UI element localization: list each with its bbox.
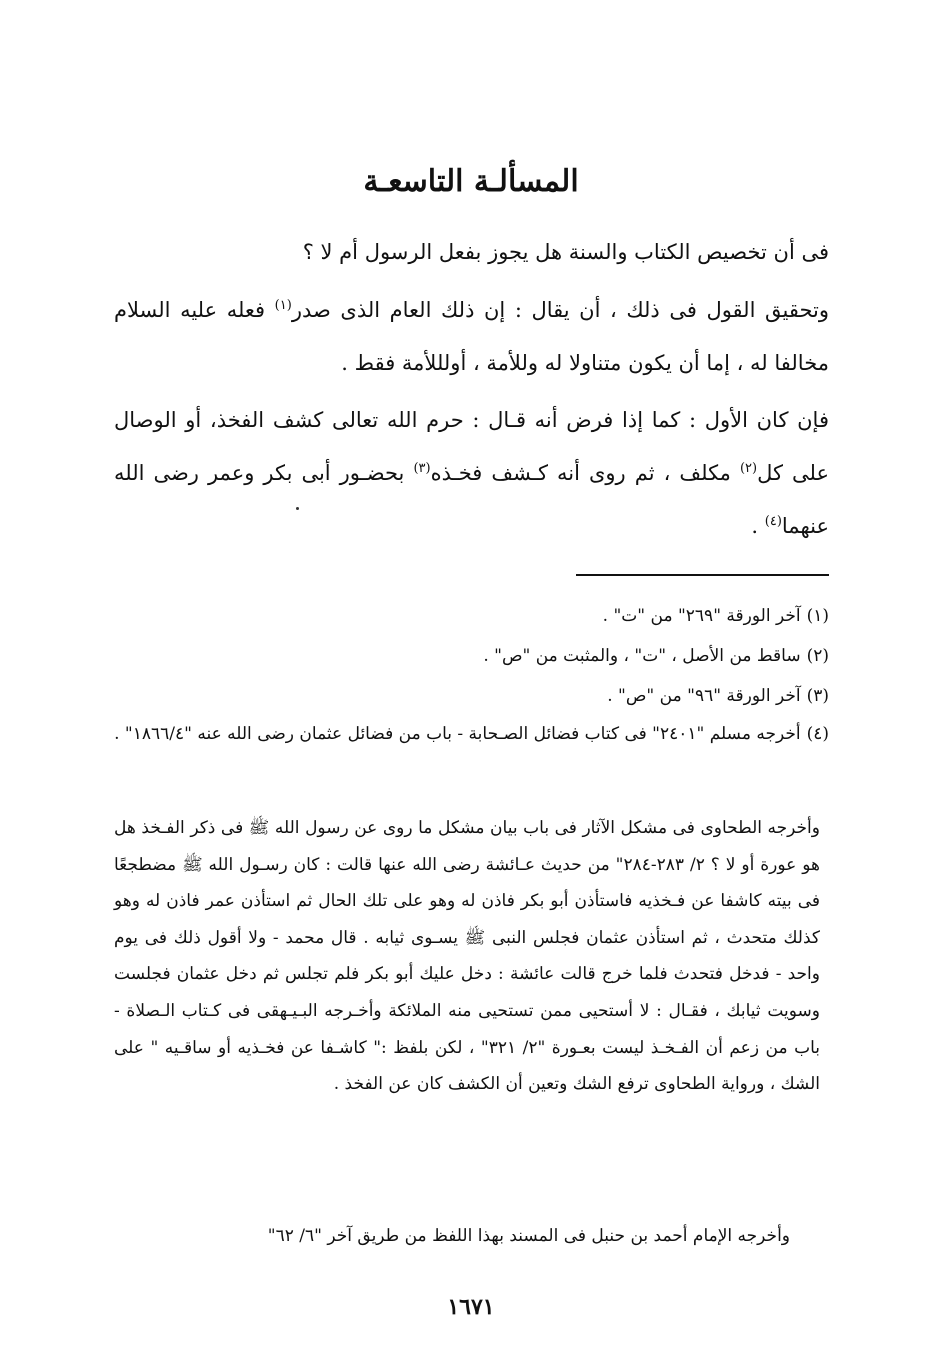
paragraph-1 [114, 284, 829, 390]
footnote-text: أخرجه مسلم "٢٤٠١" فى كتاب فضائل الصـحابة - باب من فضائل عثمان رضى الله عنه "١٨٦٦/٤" . [114, 724, 801, 744]
print-speck [296, 507, 299, 510]
paragraph-1-text-b: فعله عليه السلام مخالفا له ، إما أن يكون متناولا له وللأمة ، أولللأمة فقط . [114, 298, 829, 375]
footnote-ref-4: (٤) [764, 514, 782, 529]
footnote-continuation-2: وأخرجه الإمام أحمد بن حنبل فى المسند بهذا اللفظ من طريق آخر "٦/ ٦٢" [267, 1226, 790, 1246]
footnote-text: آخر الورقة "٩٦" من "ص" . [607, 686, 801, 706]
paragraph-2-text-d: . [751, 514, 765, 538]
footnote-text: ساقط من الأصل ، "ت" ، والمثبت من "ص" . [483, 646, 801, 666]
footnote-1 [114, 596, 829, 636]
footnote-2 [114, 636, 829, 676]
footnote-number: (١) [806, 606, 829, 626]
footnote-continuation: وأخرجه الطحاوى فى مشكل الآثار فى باب بيان مشكل ما روى عن رسول الله ﷺ فى ذكر الفـخذ هل هو عورة أو لا ؟ ٢/ ٢٨٣-٢٨٤" من حديث عـائشة رضى الله عنها قالت : كان رسـول الله ﷺ مضطجعًا فى بيته كاشفا عن فـخذيه فاستأذن أبو بكر فاذن له وهو على تلك الحال ثم استأذن عمر فاذن له وهو كذلك متحدث ، ثم استأذن عثمان فجلس النبى ﷺ يسـوى ثيابه . قال محمد - ولا أقول ذلك فى يوم واحد - فدخل فتحدث فلما خرج قالت عائشة : دخل عليك أبو بكر فلم تجلس ثم دخل عثمان فجلست وسويت ثيابك ، فقـال : لا أستحيى ممن تستحيى منه الملائكة وأخـرجه البـيـهقى فى كـتاب الـصلاة - باب من زعم أن الفـخـذ ليست بعـورة "٢/ ٣٢١" ، لكن بلفظ :" كاشـفا عن فخـذيه أو ساقـيه " على الشك ، ورواية الطحاوى ترفع الشك وتعين أن الكشف كان عن الفخذ . [114, 818, 820, 1095]
paragraph-2-text-a: فإن كان الأول : كما إذا فرض أنه قـال : حرم الله تعالى كشف الفخذ، أو الوصال على كل [114, 408, 829, 485]
paragraph-1-text-a: وتحقيق القول فى ذلك ، أن يقال : إن ذلك العام الذى صدر [291, 298, 829, 322]
section-heading: المسألـة التاسعـة [363, 164, 579, 199]
footnote-ref-2: (٢) [739, 461, 758, 476]
paragraph-2-text-b: مكلف ، ثم روى أنه كـشف فخـذه [430, 461, 740, 485]
footnote-number: (٢) [806, 646, 829, 666]
paragraph-2 [114, 394, 829, 553]
paragraph-2-text-c: بحضـور أبى بكر وعمر رضى الله عنهما [114, 461, 829, 538]
footnote-3 [114, 676, 829, 716]
footnote-divider [576, 574, 829, 576]
footnote-number: (٤) [806, 724, 829, 744]
question-paragraph: فى أن تخصيص الكتاب والسنة هل يجوز بفعل الرسول أم لا ؟ [302, 240, 829, 264]
footnote-ref-1: (١) [274, 298, 292, 313]
footnote-number: (٣) [806, 686, 829, 706]
footnote-ref-3: (٣) [413, 461, 431, 476]
page-number: ١٦٧١ [447, 1294, 495, 1320]
footnote-list [114, 596, 829, 752]
footnote-text: آخر الورقة "٢٦٩" من "ت" . [602, 606, 801, 626]
footnote-4 [114, 716, 829, 752]
